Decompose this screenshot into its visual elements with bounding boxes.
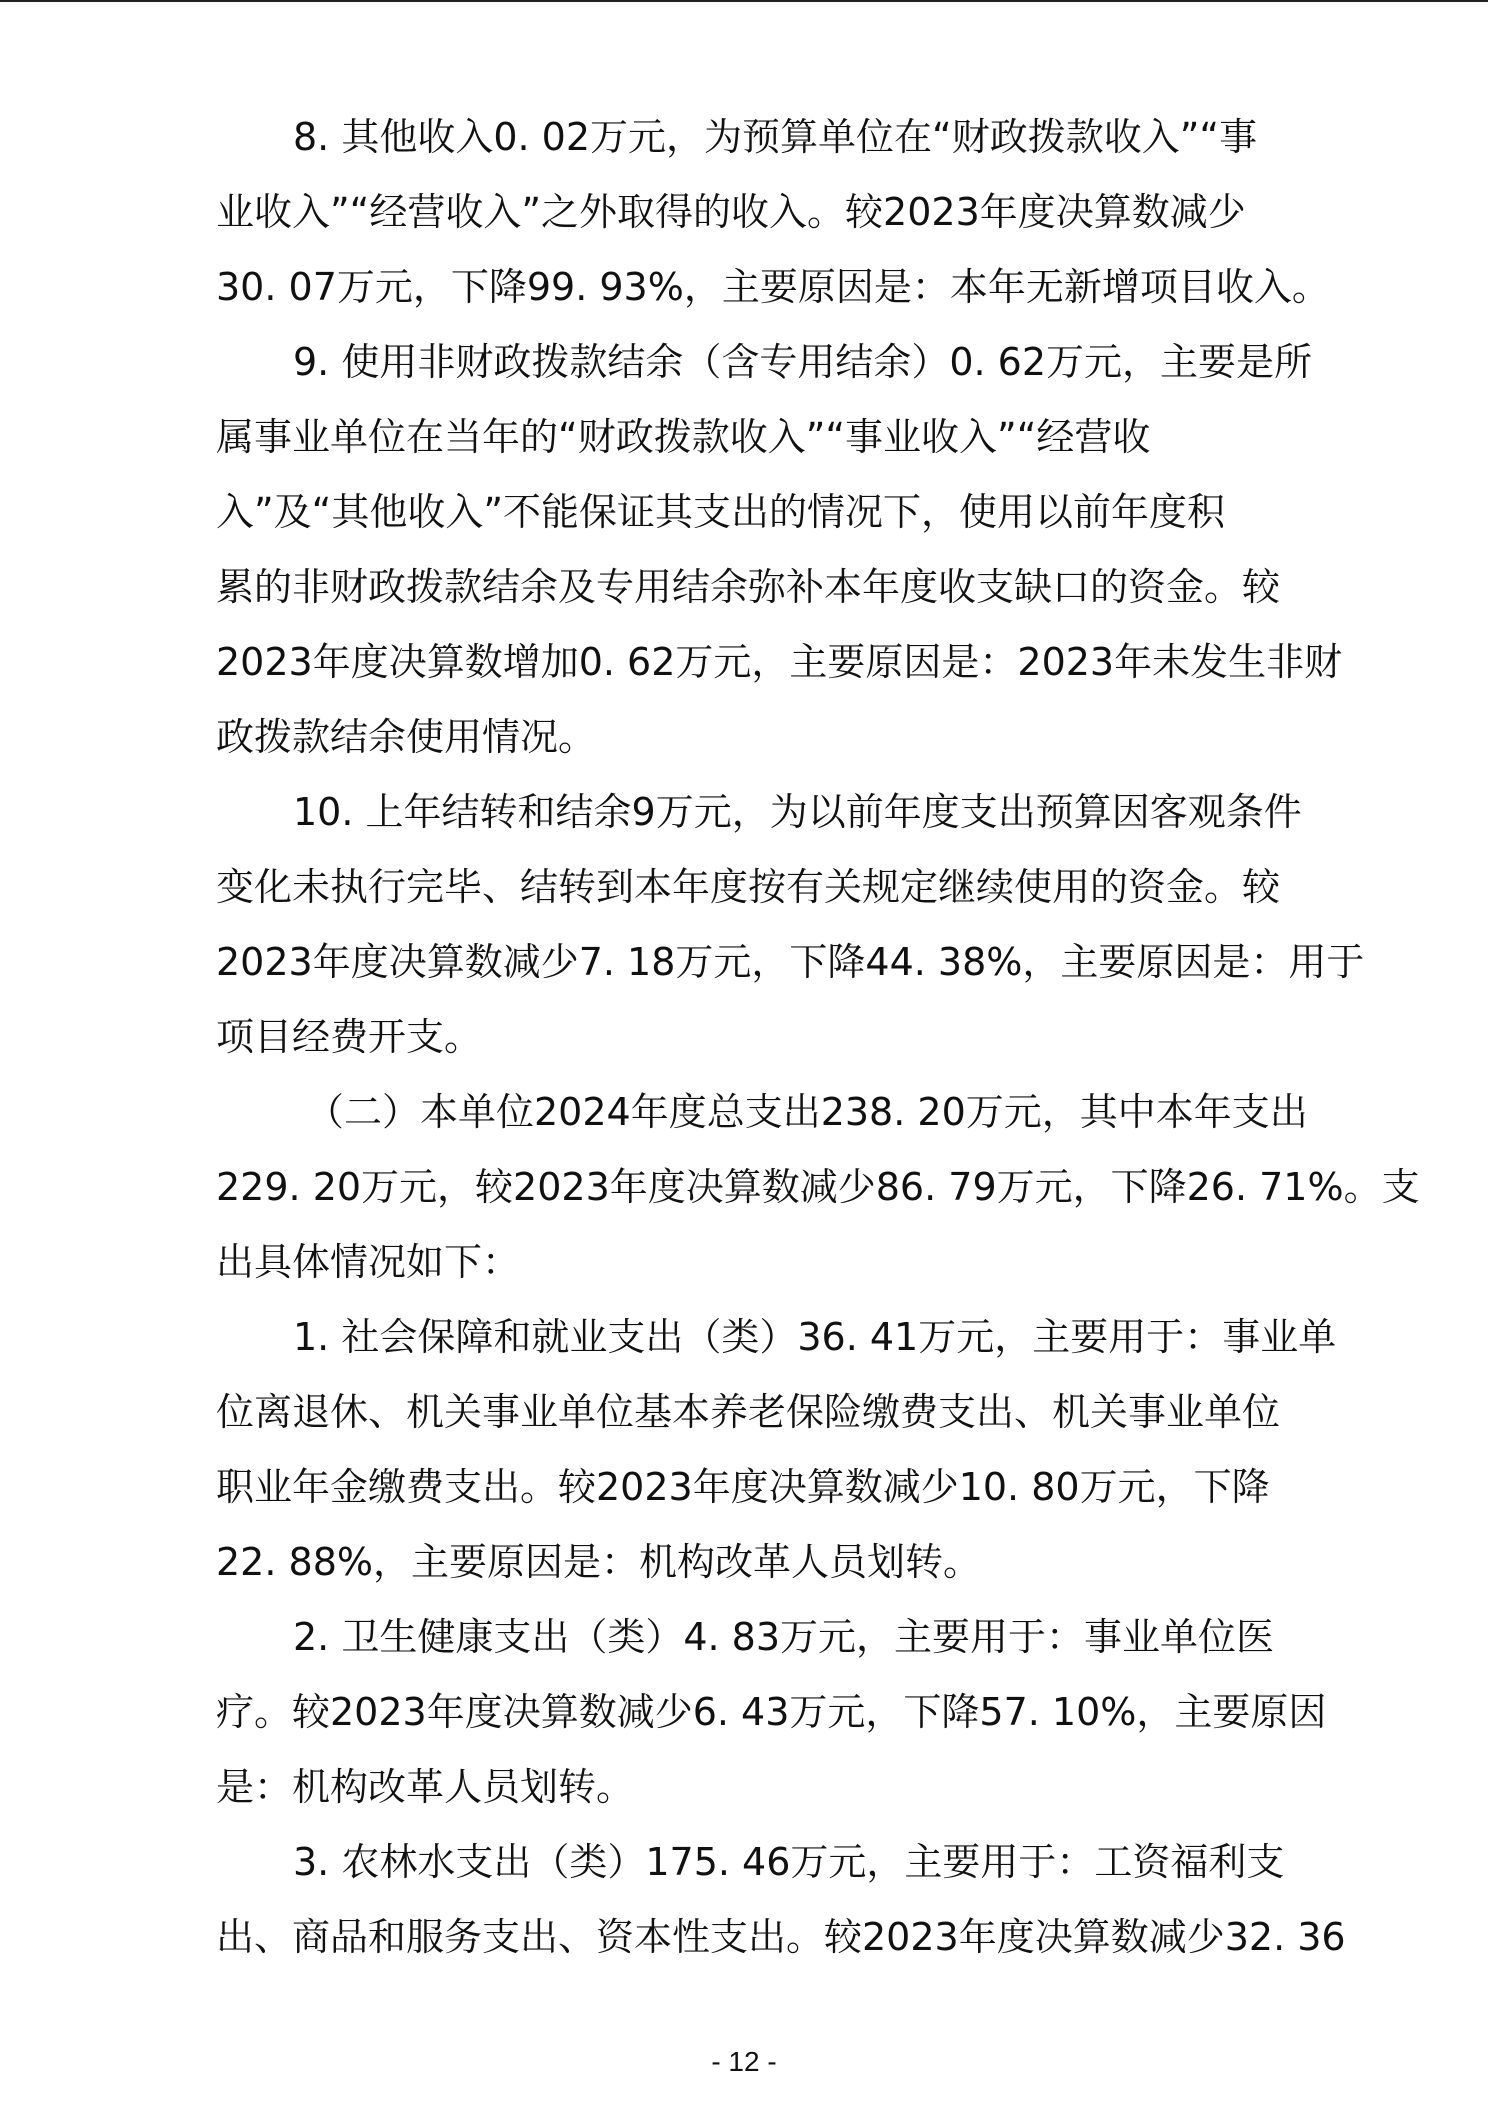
text-line: 项目经费开支。 [216, 1015, 483, 1059]
page-number: - 12 - [711, 2046, 777, 2077]
text-line: 2023年度决算数减少7. 18万元，下降44. 38%，主要原因是：用于 [216, 940, 1365, 984]
text-line: 出、商品和服务支出、资本性支出。较2023年度决算数减少32. 36 [216, 1915, 1346, 1959]
text-line: 是：机构改革人员划转。 [216, 1765, 635, 1809]
text-line: 9. 使用非财政拨款结余（含专用结余）0. 62万元，主要是所 [293, 340, 1313, 384]
text-line: 政拨款结余使用情况。 [216, 715, 597, 759]
top-border-line [0, 0, 1488, 2]
text-line: 入”及“其他收入”不能保证其支出的情况下，使用以前年度积 [216, 490, 1226, 534]
text-line: 业收入”“经营收入”之外取得的收入。较2023年度决算数减少 [216, 190, 1246, 234]
text-line: 疗。较2023年度决算数减少6. 43万元，下降57. 10%，主要原因 [216, 1690, 1327, 1734]
text-line: 位离退休、机关事业单位基本养老保险缴费支出、机关事业单位 [216, 1390, 1281, 1434]
text-line: 229. 20万元，较2023年度决算数减少86. 79万元，下降26. 71%。支 [216, 1165, 1420, 1209]
text-line: 10. 上年结转和结余9万元，为以前年度支出预算因客观条件 [293, 790, 1302, 834]
text-line: 1. 社会保障和就业支出（类）36. 41万元，主要用于：事业单 [293, 1315, 1337, 1359]
section-heading: （二）本单位2024年度总支出238. 20万元，其中本年支出 [306, 1090, 1308, 1134]
text-line: 30. 07万元，下降99. 93%，主要原因是：本年无新增项目收入。 [216, 265, 1330, 309]
text-line: 累的非财政拨款结余及专用结余弥补本年度收支缺口的资金。较 [216, 565, 1281, 609]
text-line: 2. 卫生健康支出（类）4. 83万元，主要用于：事业单位医 [293, 1615, 1275, 1659]
text-line: 属事业单位在当年的“财政拨款收入”“事业收入”“经营收 [216, 415, 1151, 459]
text-line: 变化未执行完毕、结转到本年度按有关规定继续使用的资金。较 [216, 865, 1281, 909]
text-line: 2023年度决算数增加0. 62万元，主要原因是：2023年未发生非财 [216, 640, 1343, 684]
text-line: 22. 88%，主要原因是：机构改革人员划转。 [216, 1540, 981, 1584]
text-line: 3. 农林水支出（类）175. 46万元，主要用于：工资福利支 [293, 1840, 1285, 1884]
text-line: 8. 其他收入0. 02万元，为预算单位在“财政拨款收入”“事 [293, 115, 1258, 159]
document-body [216, 100, 1420, 1975]
text-line: 出具体情况如下： [216, 1240, 521, 1284]
text-line: 职业年金缴费支出。较2023年度决算数减少10. 80万元，下降 [216, 1465, 1270, 1509]
